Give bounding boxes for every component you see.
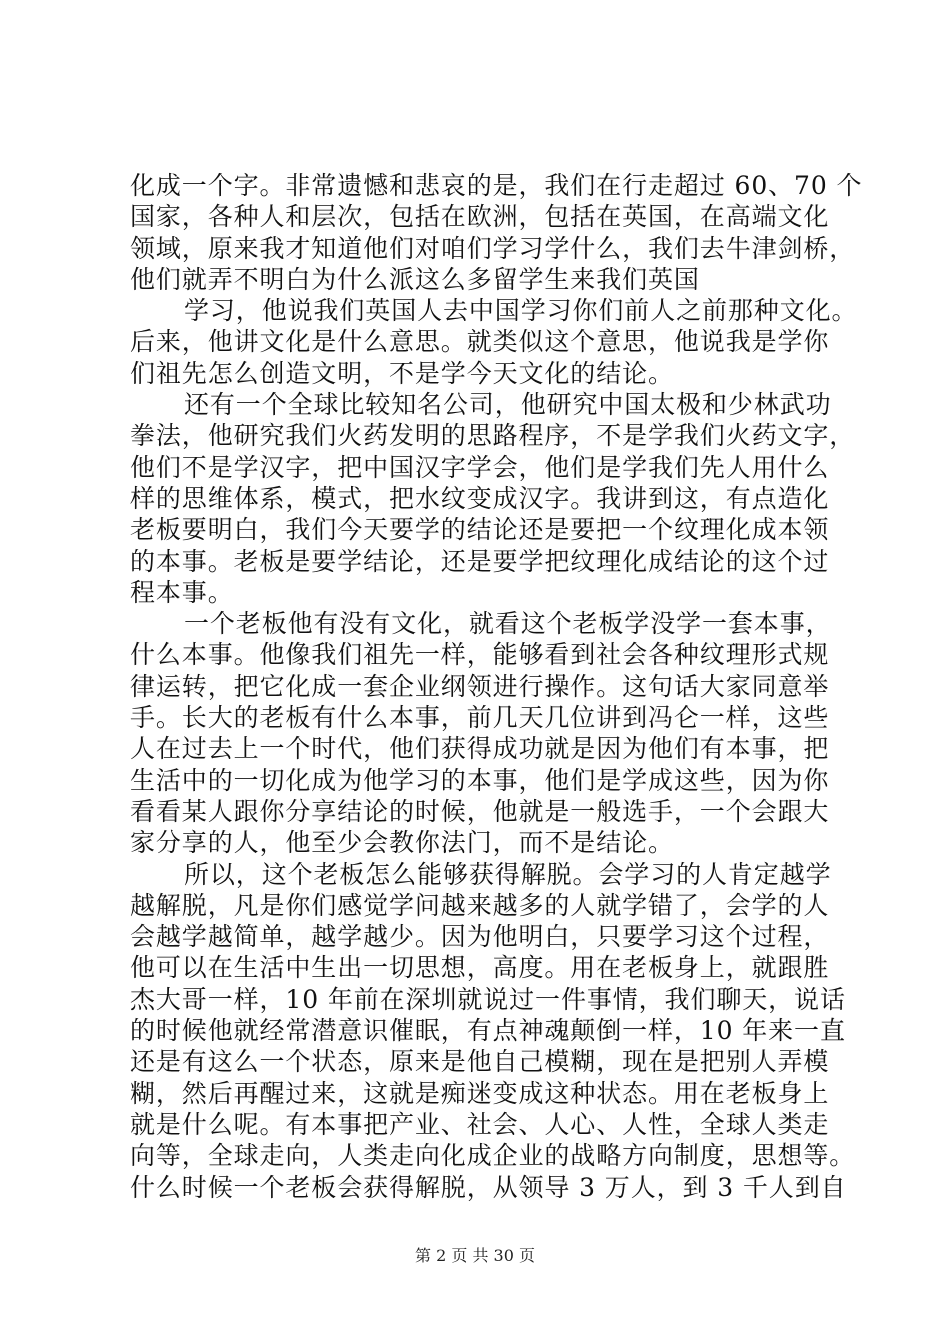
text-line: 糊，然后再醒过来，这就是痴迷变成这种状态。用在老板身上 [130, 1078, 830, 1108]
document-body [130, 170, 863, 1203]
text-line: 看看某人跟你分享结论的时候，他就是一般选手，一个会跟大 [130, 796, 830, 826]
text-line: 的本事。老板是要学结论，还是要学把纹理化成结论的这个过 [130, 546, 830, 576]
text-line: 们祖先怎么创造文明，不是学今天文化的结论。 [130, 358, 674, 388]
text-line: 他们不是学汉字，把中国汉字学会，他们是学我们先人用什么 [130, 452, 830, 482]
text-line: 后来，他讲文化是什么意思。就类似这个意思，他说我是学你 [130, 327, 830, 357]
text-line: 人在过去上一个时代，他们获得成功就是因为他们有本事，把 [130, 734, 830, 764]
text-line: 家分享的人，他至少会教你法门，而不是结论。 [130, 828, 674, 858]
text-line: 就是什么呢。有本事把产业、社会、人心、人性，全球人类走 [130, 1109, 830, 1139]
text-line: 化成一个字。非常遗憾和悲哀的是，我们在行走超过 60、70 个 [130, 171, 863, 200]
text-line: 所以，这个老板怎么能够获得解脱。会学习的人肯定越学 [184, 859, 832, 889]
page-footer: 第 2 页 共 30 页 [415, 1246, 535, 1265]
text-line: 国家，各种人和层次，包括在欧洲，包括在英国，在高端文化 [130, 202, 830, 232]
text-line: 一个老板他有没有文化，就看这个老板学没学一套本事， [184, 609, 832, 639]
text-line: 会越学越简单，越学越少。因为他明白，只要学习这个过程， [130, 922, 830, 952]
text-line: 拳法，他研究我们火药发明的思路程序，不是学我们火药文字， [130, 421, 856, 451]
text-line: 他可以在生活中生出一切思想，高度。用在老板身上，就跟胜 [130, 953, 830, 983]
text-line: 他们就弄不明白为什么派这么多留学生来我们英国 [130, 264, 700, 294]
text-line: 生活中的一切化成为他学习的本事，他们是学成这些，因为你 [130, 765, 830, 795]
text-line: 老板要明白，我们今天要学的结论还是要把一个纹理化成本领 [130, 515, 830, 545]
text-line: 什么时候一个老板会获得解脱，从领导 3 万人，到 3 千人到自 [130, 1172, 847, 1202]
text-line: 的时候他就经常潜意识催眠，有点神魂颠倒一样，10 年来一直 [130, 1016, 846, 1046]
text-line: 向等，全球走向，人类走向化成企业的战略方向制度，思想等。 [130, 1141, 856, 1171]
text-line: 越解脱，凡是你们感觉学问越来越多的人就学错了，会学的人 [130, 890, 830, 920]
text-line: 领域，原来我才知道他们对咱们学习学什么，我们去牛津剑桥， [130, 233, 856, 263]
text-line: 还有一个全球比较知名公司，他研究中国太极和少林武功 [184, 390, 832, 420]
text-line: 手。长大的老板有什么本事，前几天几位讲到冯仑一样，这些 [130, 703, 830, 733]
text-line: 学习，他说我们英国人去中国学习你们前人之前那种文化。 [184, 296, 858, 326]
text-line: 样的思维体系，模式，把水纹变成汉字。我讲到这，有点造化 [130, 483, 830, 513]
text-line: 程本事。 [130, 577, 234, 607]
text-line: 还是有这么一个状态，原来是他自己模糊，现在是把别人弄模 [130, 1047, 830, 1077]
text-line: 杰大哥一样，10 年前在深圳就说过一件事情，我们聊天，说话 [130, 984, 846, 1014]
text-line: 律运转，把它化成一套企业纲领进行操作。这句话大家同意举 [130, 671, 830, 701]
text-line: 什么本事。他像我们祖先一样，能够看到社会各种纹理形式规 [130, 640, 830, 670]
